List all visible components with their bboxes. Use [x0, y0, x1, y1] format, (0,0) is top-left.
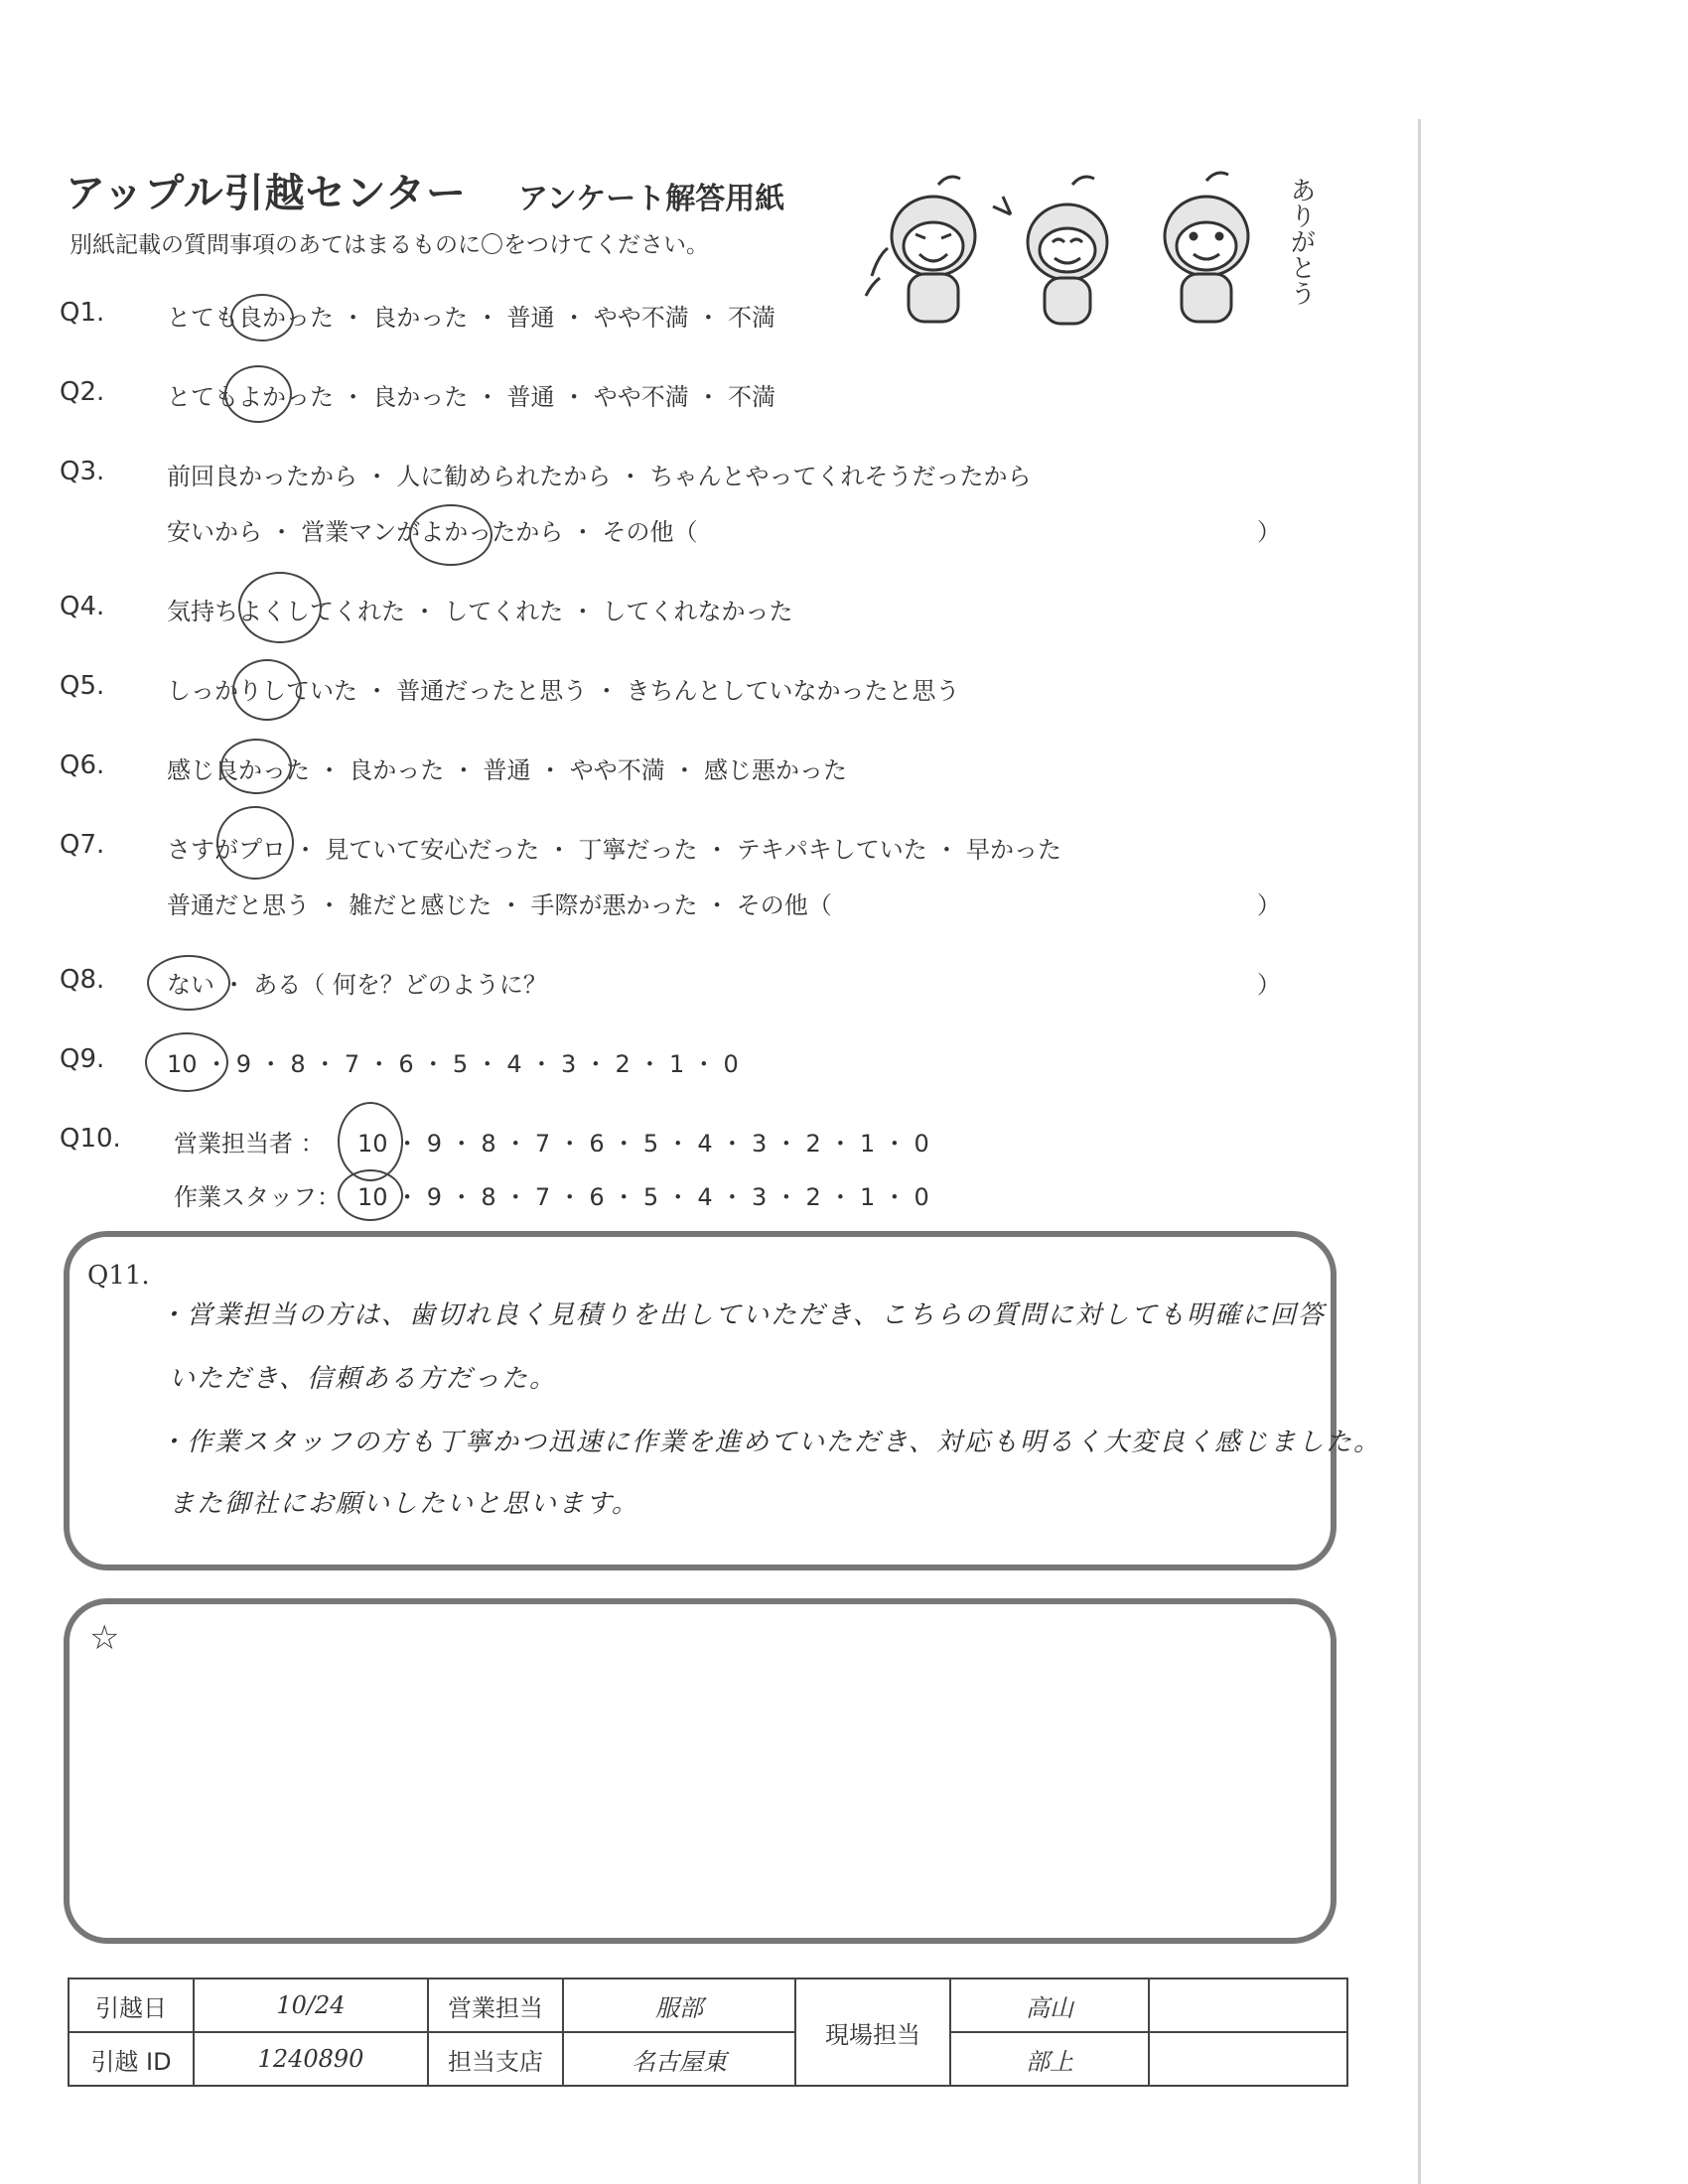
question-q10	[0, 1124, 1390, 1163]
thank-you-text: ありがとう	[1286, 177, 1316, 306]
move-date-value: 10/24	[194, 1979, 428, 2032]
question-q7	[0, 830, 1390, 870]
q2-options[interactable]: とてもよかった ・ 良かった ・ 普通 ・ やや不満 ・ 不満	[167, 383, 776, 411]
branch-value: 名古屋東	[563, 2032, 795, 2086]
star-icon: ☆	[89, 1618, 120, 1658]
q3-options-line2[interactable]: 安いから ・ 営業マンがよかったから ・ その他（	[167, 518, 698, 546]
page-subtitle: アンケート解答用紙	[518, 182, 785, 216]
answer-mark-circle	[409, 504, 492, 566]
answer-mark-circle	[145, 1032, 228, 1092]
q5-options[interactable]: しっかりしていた ・ 普通だったと思う ・ きちんとしていなかったと思う	[167, 677, 960, 705]
question-number: Q7.	[60, 830, 105, 860]
answer-mark-circle	[224, 365, 292, 423]
question-q4	[0, 592, 1390, 631]
sales-rep-value: 服部	[563, 1979, 795, 2032]
question-q1	[0, 298, 1390, 338]
question-number: Q3.	[60, 457, 105, 486]
question-q5	[0, 671, 1390, 711]
empty-cell	[1149, 1979, 1347, 2032]
empty-cell	[1149, 2032, 1347, 2086]
q6-options[interactable]: 感じ良かった ・ 良かった ・ 普通 ・ やや不満 ・ 感じ悪かった	[167, 756, 848, 784]
answer-mark-circle	[216, 806, 294, 880]
question-number: Q5.	[60, 671, 105, 701]
question-number: Q1.	[60, 298, 105, 328]
q3-options-line1[interactable]: 前回良かったから ・ 人に勧められたから ・ ちゃんとやってくれそうだったから	[167, 463, 1032, 490]
question-number: Q2.	[60, 377, 105, 407]
move-date-label: 引越日	[69, 1979, 194, 2032]
question-number: Q10.	[60, 1124, 121, 1154]
q11-label: Q11.	[87, 1261, 150, 1291]
handwritten-comment-line: いただき、信頼ある方だった。	[169, 1364, 557, 1394]
q1-options[interactable]: とても良かった ・ 良かった ・ 普通 ・ やや不満 ・ 不満	[167, 304, 776, 332]
answer-mark-circle	[238, 572, 322, 643]
handwritten-comment-line: また御社にお願いしたいと思います。	[169, 1489, 639, 1519]
question-q6	[0, 751, 1390, 790]
sales-rep-label: 営業担当者 ：	[174, 1130, 325, 1158]
q7-options-line1[interactable]: さすがプロ ・ 見ていて安心だった ・ 丁寧だった ・ テキパキしていた ・ 早かった	[167, 836, 1062, 864]
question-number: Q6.	[60, 751, 105, 780]
branch-label: 担当支店	[428, 2032, 563, 2086]
sales-rep-footer-label: 営業担当	[428, 1979, 563, 2032]
move-id-value: 1240890	[194, 2032, 428, 2086]
handwritten-comment-line: ・作業スタッフの方も丁寧かつ迅速に作業を進めていただき、対応も明るく大変良く感じました。	[159, 1428, 1381, 1457]
work-staff-label: 作業スタッフ：	[174, 1183, 341, 1211]
free-comment-box	[64, 1598, 1336, 1944]
move-id-label: 引越 ID	[69, 2032, 194, 2086]
question-q7-line2	[0, 886, 1390, 925]
question-q3-line2	[0, 512, 1390, 552]
footer-info-table	[68, 1978, 1348, 2087]
answer-mark-circle	[232, 659, 302, 721]
answer-mark-circle	[338, 1169, 403, 1221]
sales-rep-scale[interactable]: 10 ・ 9 ・ 8 ・ 7 ・ 6 ・ 5 ・ 4 ・ 3 ・ 2 ・ 1 ・ 0	[357, 1130, 929, 1158]
question-q2	[0, 377, 1390, 417]
answer-mark-circle	[147, 955, 230, 1011]
site-manager-value-2: 部上	[950, 2032, 1149, 2086]
question-number: Q4.	[60, 592, 105, 621]
paren-close: ）	[1257, 971, 1281, 999]
q8-options[interactable]: ない ・ ある（ 何を？どのように？	[167, 971, 547, 999]
instruction-text: 別紙記載の質問事項のあてはまるものに〇をつけてください。	[70, 232, 709, 258]
q9-scale[interactable]: 10 ・ 9 ・ 8 ・ 7 ・ 6 ・ 5 ・ 4 ・ 3 ・ 2 ・ 1 ・ 0	[167, 1050, 739, 1078]
site-manager-label: 現場担当	[795, 1979, 950, 2086]
page-edge	[1418, 119, 1421, 2184]
question-number: Q8.	[60, 965, 105, 995]
question-number: Q9.	[60, 1044, 105, 1074]
answer-mark-circle	[230, 294, 294, 341]
work-staff-scale[interactable]: 10 ・ 9 ・ 8 ・ 7 ・ 6 ・ 5 ・ 4 ・ 3 ・ 2 ・ 1 ・ 0	[357, 1183, 929, 1211]
question-q10-line2	[0, 1177, 1390, 1217]
handwritten-comment-line: ・営業担当の方は、歯切れ良く見積りを出していただき、こちらの質問に対しても明確に回答	[159, 1300, 1326, 1330]
paren-close: ）	[1257, 891, 1281, 919]
q4-options[interactable]: 気持ちよくしてくれた ・ してくれた ・ してくれなかった	[167, 598, 793, 625]
site-manager-value-1: 高山	[950, 1979, 1149, 2032]
page-title: アップル引越センター	[66, 171, 467, 216]
question-q3	[0, 457, 1390, 496]
paren-close: ）	[1257, 518, 1281, 546]
q7-options-line2[interactable]: 普通だと思う ・ 雑だと感じた ・ 手際が悪かった ・ その他（	[167, 891, 832, 919]
answer-mark-circle	[220, 739, 292, 794]
